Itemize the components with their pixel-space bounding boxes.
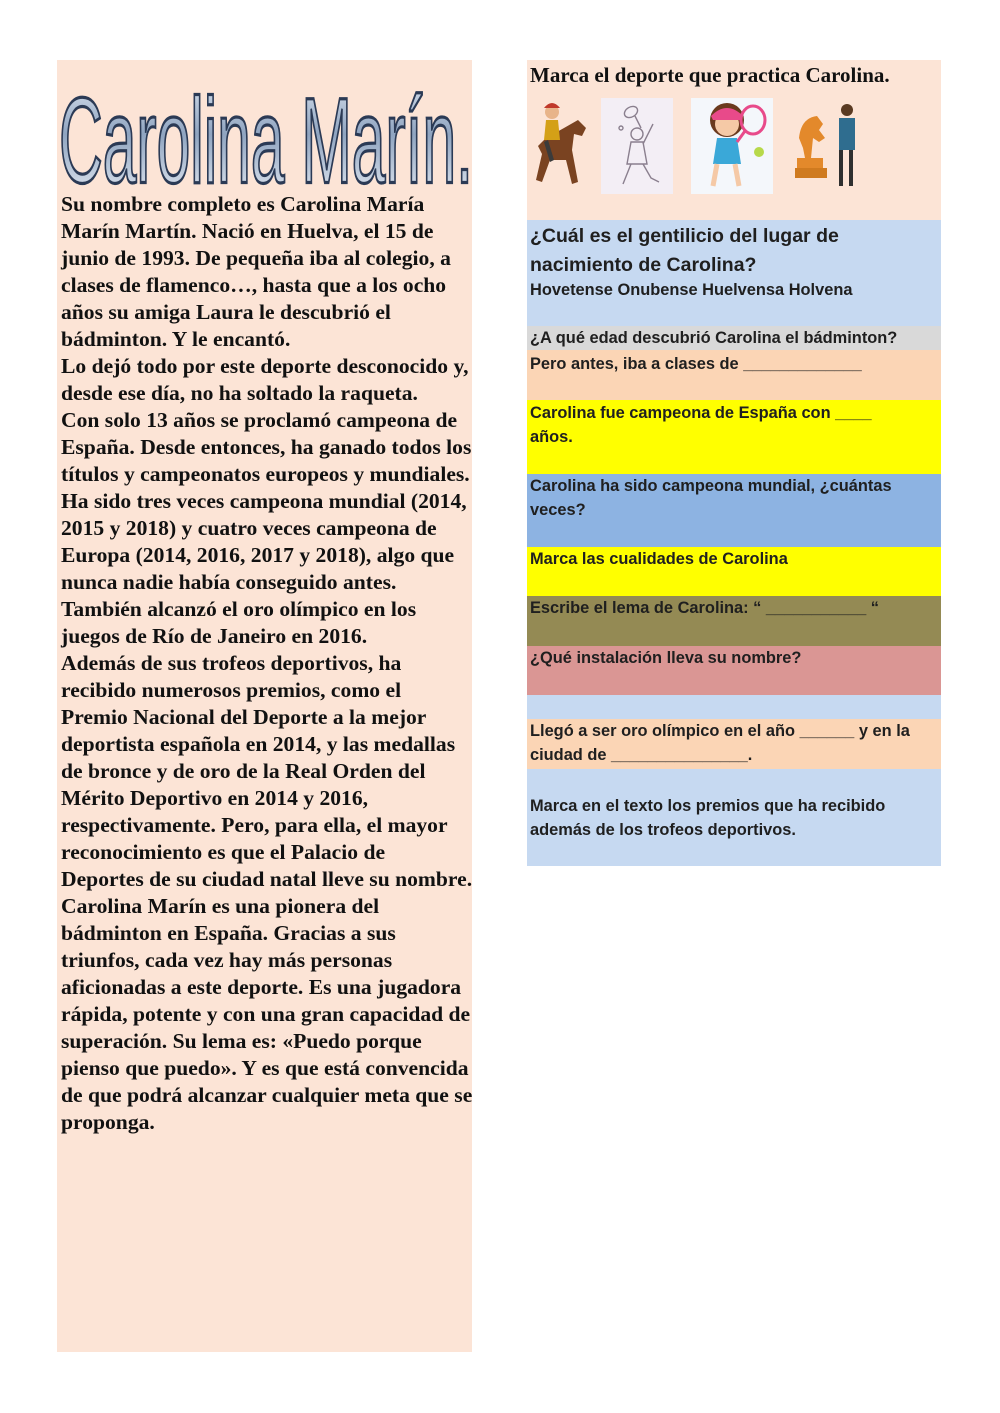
motto-question[interactable]: Escribe el lema de Carolina: “ ___________ “ (530, 599, 879, 617)
reading-panel (57, 60, 472, 1352)
gentilicio-options[interactable]: Hovetense Onubense Huelvensa Holvena (530, 281, 853, 299)
qualities-question: Marca las cualidades de Carolina (530, 550, 788, 568)
awards-line2: además de los trofeos deportivos. (530, 821, 796, 839)
sport-question-block (527, 60, 941, 220)
champion-spain-line1[interactable]: Carolina fue campeona de España con ____ (530, 404, 872, 422)
tennis-icon[interactable] (691, 98, 773, 194)
awards-block (527, 769, 941, 866)
olympic-gold-block (527, 719, 941, 769)
champion-spain-line2: años. (530, 428, 573, 446)
spacer-block (527, 695, 941, 719)
page-title: Carolina Marín. (59, 72, 473, 190)
facility-block (527, 646, 941, 695)
badminton-icon[interactable] (601, 98, 673, 194)
gold-line2[interactable]: ciudad de _______________. (530, 746, 753, 764)
before-question[interactable]: Pero antes, iba a clases de _____________ (530, 355, 862, 373)
age-question-block (527, 326, 941, 350)
gentilicio-question-line1: ¿Cuál es el gentilicio del lugar de (530, 225, 839, 247)
gold-line1[interactable]: Llegó a ser oro olímpico en el año ______ y en la (530, 722, 910, 740)
horse-riding-icon[interactable] (528, 98, 588, 194)
title-wordart (57, 60, 477, 190)
gentilicio-block (527, 220, 941, 326)
qualities-block (527, 547, 941, 596)
awards-line1: Marca en el texto los premios que ha recibido (530, 797, 886, 815)
chess-icon[interactable] (793, 98, 863, 194)
before-question-block (527, 350, 941, 400)
sport-options (527, 90, 941, 196)
world-champion-line2: veces? (530, 501, 586, 519)
sport-question: Marca el deporte que practica Carolina. (530, 63, 890, 87)
world-champion-block (527, 474, 941, 547)
motto-block (527, 596, 941, 646)
champion-spain-block (527, 400, 941, 474)
reading-text: Su nombre completo es Carolina María Marín Martín. Nació en Huelva, el 15 de junio de 1993. De pequeña iba al colegio, a clases de flamenco…, hasta que a los ocho años su amiga Laura le descubrió el bádminton. Y le encantó. Lo dejó todo por este deporte desconocido y, desde ese día, no ha soltado la raqueta. Con solo 13 años se proclamó campeona de España. Desde entonces, ha ganado todos los títulos y campeonatos europeos y mundiales. Ha sido tres veces campeona mundial (2014, 2015 y 2018) y cuatro veces campeona de Europa (2014, 2016, 2017 y 2018), algo que nunca nadie había conseguido antes. También alcanzó el oro olímpico en los juegos de Río de Janeiro en 2016. Además de sus trofeos deportivos, ha recibido numerosos premios, como el Premio Nacional del Deporte a la mejor deportista española en 2014, y las medallas de bronce y de oro de la Real Orden del Mérito Deportivo en 2014 y 2016, respectivamente. Pero, para ella, el mayor reconocimiento es que el Palacio de Deportes de su ciudad natal lleve su nombre. Carolina Marín es una pionera del bádminton en España. Gracias a sus triunfos, cada vez hay más personas aficionadas a este deporte. Es una jugadora rápida, potente y con una gran capacidad de superación. Su lema es: «Puedo porque pienso que puedo». Y es que está convencida de que podrá alcanzar cualquier meta que se proponga. (61, 192, 473, 1134)
age-question: ¿A qué edad descubrió Carolina el bádminton? (530, 329, 898, 347)
world-champion-line1: Carolina ha sido campeona mundial, ¿cuántas (530, 477, 892, 495)
facility-question: ¿Qué instalación lleva su nombre? (530, 649, 802, 667)
gentilicio-question-line2: nacimiento de Carolina? (530, 254, 757, 276)
